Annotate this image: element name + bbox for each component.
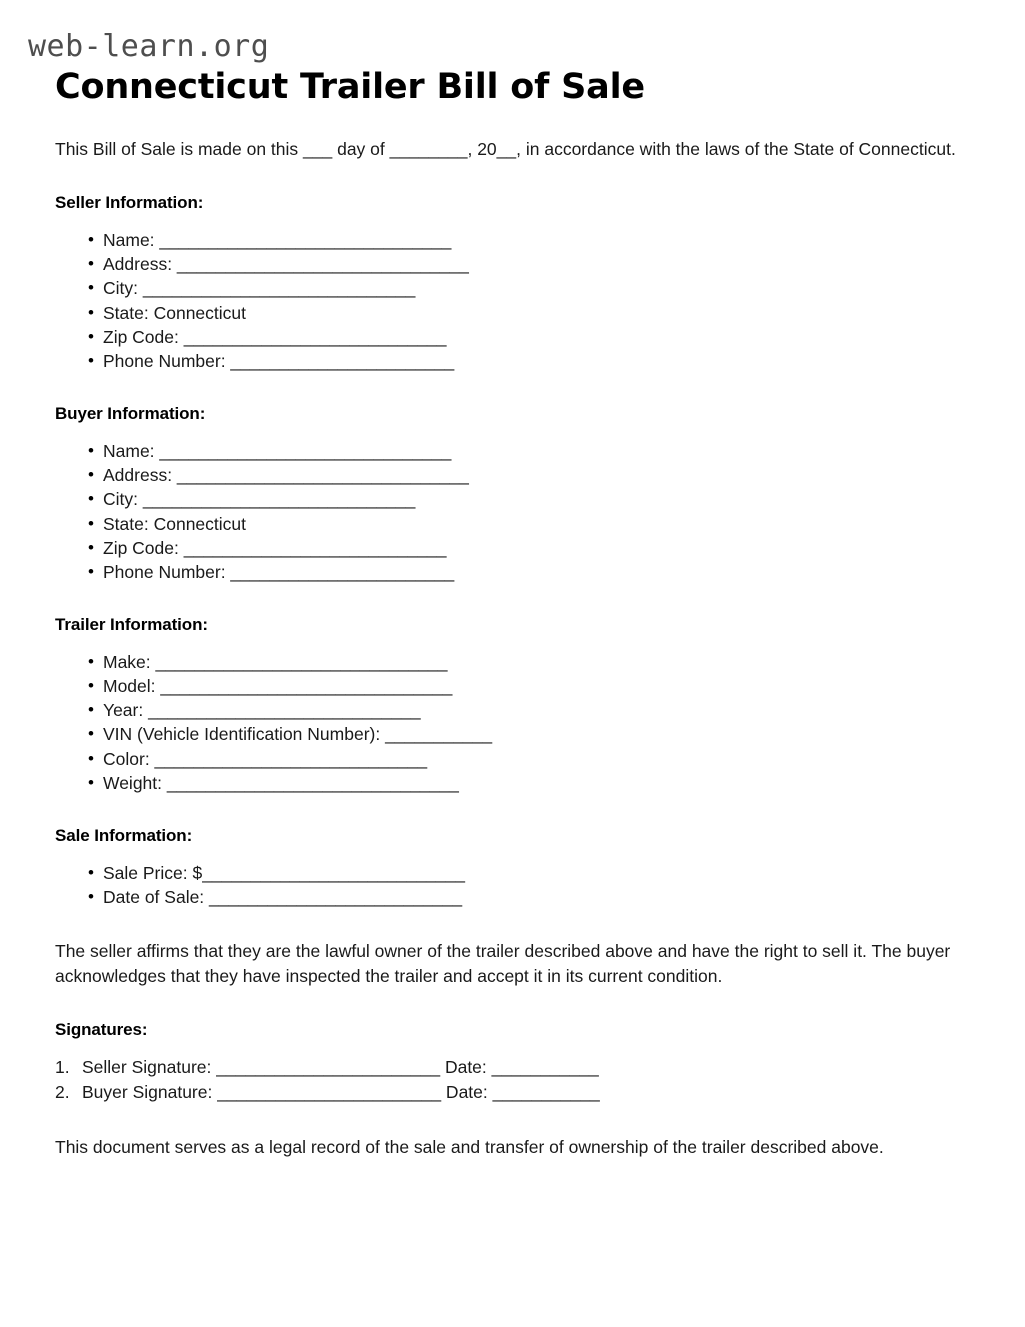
page-title: Connecticut Trailer Bill of Sale — [55, 67, 645, 107]
list-item: Seller Signature: _______________________ Date: ___________ — [82, 1057, 599, 1078]
document-header — [0, 0, 1025, 107]
list-item: Buyer Signature: _______________________ Date: ___________ — [82, 1081, 600, 1102]
list-item: • Color: ____________________________ — [55, 747, 970, 771]
list-item: • State: Connecticut — [55, 512, 970, 536]
intro-paragraph: This Bill of Sale is made on this ___ day of ________, 20__, in accordance with the laws of the State of Connecticut. — [55, 139, 956, 160]
list-item: • Date of Sale: __________________________ — [55, 885, 970, 909]
list-item: • State: Connecticut — [55, 301, 970, 325]
list-item: • Zip Code: ___________________________ — [55, 325, 970, 349]
buyer-information-heading: Buyer Information: — [55, 404, 206, 424]
list-item: • Make: ______________________________ — [55, 650, 970, 674]
buyer-information-list — [55, 439, 970, 584]
list-item: • Address: ______________________________ — [55, 463, 970, 487]
list-item: • Sale Price: $___________________________ — [55, 861, 970, 885]
site-logo: web-learn.org — [28, 29, 270, 64]
list-item: • Year: ____________________________ — [55, 698, 970, 722]
list-item: • Phone Number: _______________________ — [55, 349, 970, 373]
affirmation-paragraph: The seller affirms that they are the lawful owner of the trailer described above and have the right to sell it. The buyer acknowledges that they have inspected the trailer and accept it in its current condition. — [55, 941, 951, 987]
seller-information-heading: Seller Information: — [55, 193, 204, 213]
list-item: • Model: ______________________________ — [55, 674, 970, 698]
signatures-list — [55, 1055, 970, 1105]
list-item: • Name: ______________________________ — [55, 228, 970, 252]
trailer-information-heading: Trailer Information: — [55, 614, 208, 634]
list-item: • Weight: ______________________________ — [55, 771, 970, 795]
list-item: • Zip Code: ___________________________ — [55, 536, 970, 560]
closing-paragraph: This document serves as a legal record of the sale and transfer of ownership of the trailer described above. — [55, 1136, 884, 1157]
list-item: • Phone Number: _______________________ — [55, 560, 970, 584]
sale-information-heading: Sale Information: — [55, 825, 193, 845]
trailer-information-list — [55, 650, 970, 795]
signatures-heading: Signatures: — [55, 1019, 148, 1039]
document-body — [55, 137, 970, 1159]
list-item: • Name: ______________________________ — [55, 439, 970, 463]
sale-information-list — [55, 861, 970, 909]
seller-information-list — [55, 228, 970, 373]
list-item: • VIN (Vehicle Identification Number): ___________ — [55, 722, 970, 746]
list-item: • City: ____________________________ — [55, 487, 970, 511]
list-item: • Address: ______________________________ — [55, 252, 970, 276]
list-item: • City: ____________________________ — [55, 276, 970, 300]
